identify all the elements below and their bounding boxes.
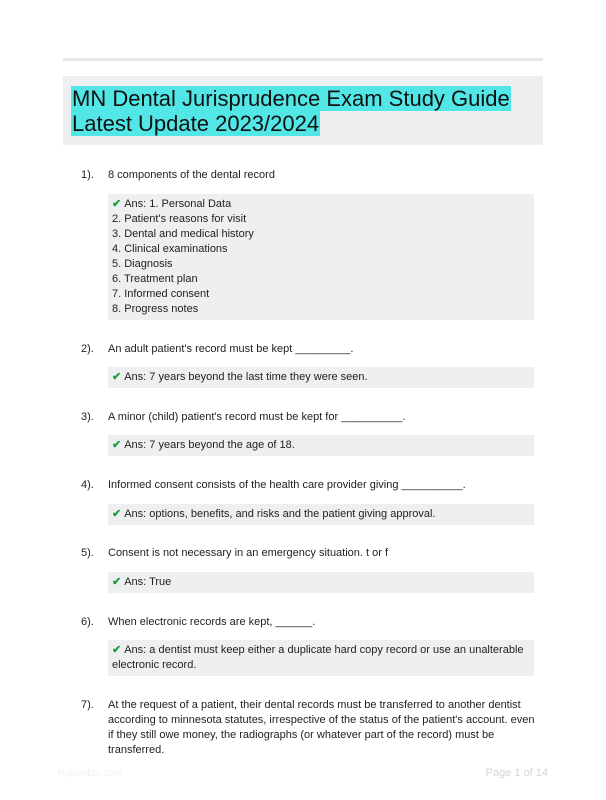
check-icon: ✔	[112, 576, 122, 588]
answer-box	[108, 640, 534, 676]
question-text: A minor (child) patient's record must be kept for __________.	[108, 411, 406, 423]
answer-line: 4. Clinical examinations	[112, 243, 228, 255]
answer-line: 2. Patient's reasons for visit	[112, 213, 247, 225]
answer-line: 7. Informed consent	[112, 288, 210, 300]
question-text: Informed consent consists of the health care provider giving __________.	[108, 479, 466, 491]
question-number: 1).	[81, 169, 94, 181]
question-text: Consent is not necessary in an emergency situation. t or f	[108, 547, 389, 559]
answer-line: 5. Diagnosis	[112, 258, 173, 270]
check-icon: ✔	[112, 644, 122, 656]
check-icon: ✔	[112, 198, 122, 210]
title-line-2: Latest Update 2023/2024	[72, 111, 320, 136]
check-icon: ✔	[112, 508, 122, 520]
answer-line: ✔ Ans: 1. Personal Data	[112, 198, 232, 210]
question-number: 2).	[81, 343, 94, 355]
question-text: At the request of a patient, their dental records must be transferred to another dentist according to minnesota statutes, irrespective of the status of the patient's account. even if they still owe money, the radiographs (or whatever part of the record) must be transferred.	[108, 699, 535, 756]
answer-line: ✔ Ans: options, benefits, and risks and the patient giving approval.	[112, 508, 436, 520]
answer-box	[108, 194, 534, 320]
answer-line: ✔ Ans: a dentist must keep either a duplicate hard copy record or use an unalterable	[112, 644, 524, 656]
question-number: 6).	[81, 616, 94, 628]
answer-box	[108, 504, 534, 525]
answer-line: 8. Progress notes	[112, 303, 199, 315]
question-text: When electronic records are kept, ______.	[108, 616, 316, 628]
question-number: 3).	[81, 411, 94, 423]
page-indicator: Page 1 of 14	[485, 767, 548, 779]
title-line-1: MN Dental Jurisprudence Exam Study Guide	[72, 86, 510, 111]
answer-box	[108, 435, 534, 456]
answer-line: electronic record.	[112, 659, 197, 671]
footer-watermark: Papertbtc.com	[58, 768, 123, 779]
answer-box	[108, 572, 534, 593]
page-title	[71, 86, 511, 136]
question-text: 8 components of the dental record	[108, 169, 275, 181]
answer-line: 6. Treatment plan	[112, 273, 198, 285]
answer-line: ✔ Ans: 7 years beyond the age of 18.	[112, 439, 295, 451]
question-text: An adult patient's record must be kept _________.	[108, 343, 354, 355]
question-number: 4).	[81, 479, 94, 491]
answer-line: 3. Dental and medical history	[112, 228, 254, 240]
answer-line: ✔ Ans: True	[112, 576, 172, 588]
check-icon: ✔	[112, 371, 122, 383]
check-icon: ✔	[112, 439, 122, 451]
answer-line: ✔ Ans: 7 years beyond the last time they were seen.	[112, 371, 368, 383]
question-number: 5).	[81, 547, 94, 559]
answer-box	[108, 367, 534, 388]
top-divider	[63, 58, 543, 61]
question-number: 7).	[81, 699, 94, 711]
